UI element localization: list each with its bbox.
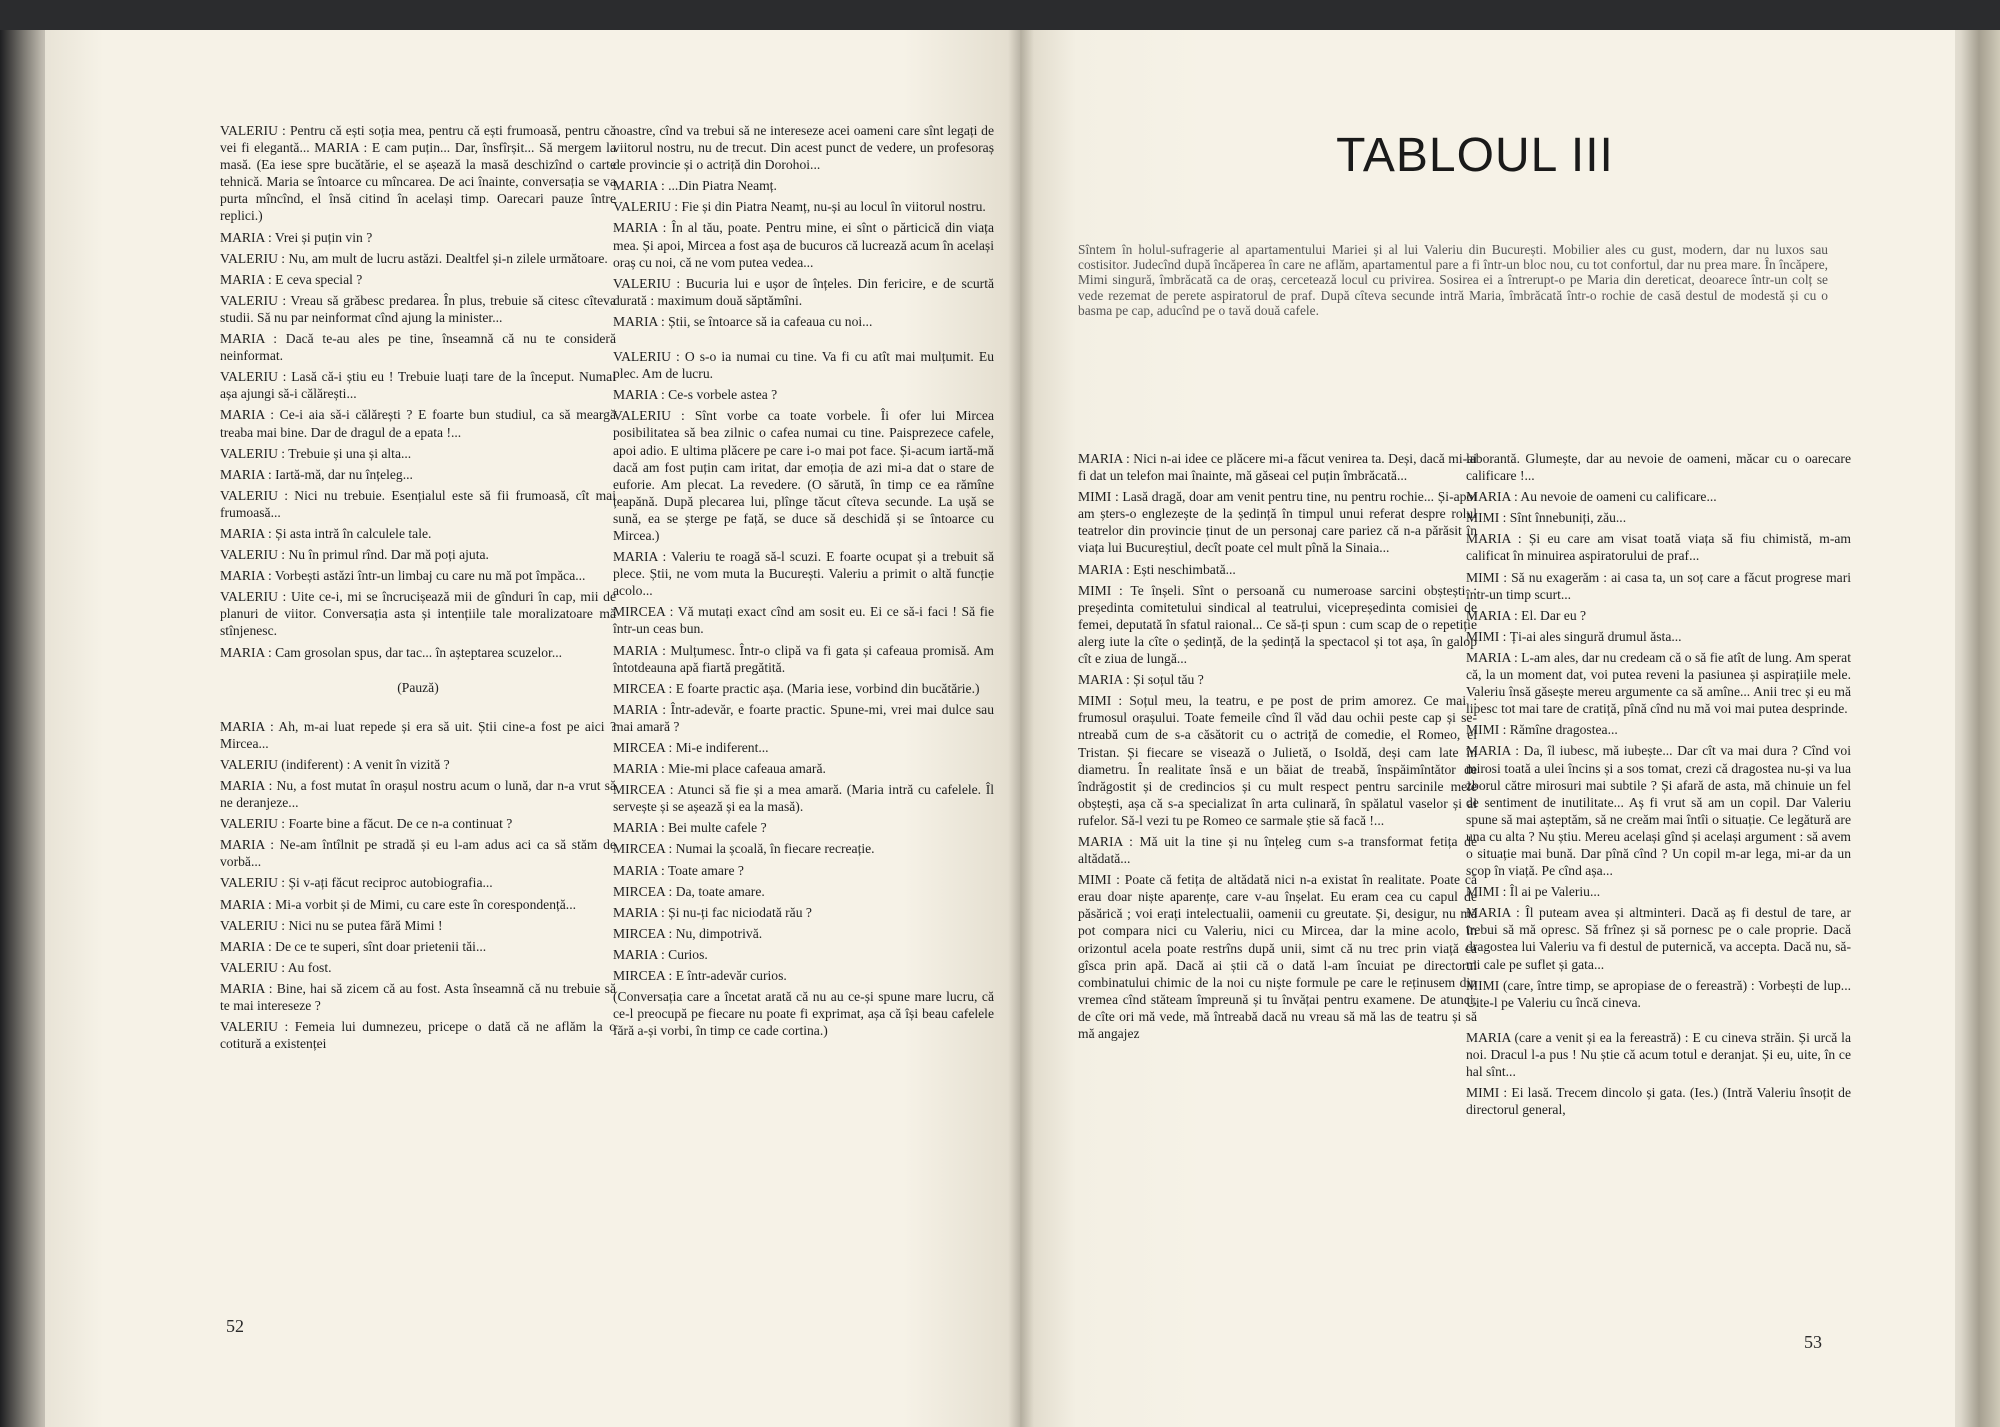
dialogue-line: MARIA : Ce-s vorbele astea ? — [613, 387, 778, 403]
page-number-right: 53 — [1804, 1332, 1822, 1352]
right-page-column-1 — [1078, 450, 1477, 1042]
dialogue-line: MIRCEA : Mi-e indiferent... — [613, 740, 769, 755]
dialogue-line: VALERIU : Și v-ați făcut reciproc autobiografia... — [220, 875, 493, 891]
act-title: TABLOUL III — [1336, 129, 1614, 182]
dialogue-line: VALERIU : Trebuie și una și alta... — [220, 445, 412, 461]
dialogue-line: MIMI : Ei lasă. Trecem dincolo și gata. (Ies.) (Intră Valeriu însoțit de directorul general, — [1466, 1085, 1851, 1118]
right-page — [1020, 30, 1955, 1427]
dialogue-line: MARIA : Îl puteam avea și altminteri. Dacă aș fi destul de tare, ar trebui să mă opresc. Să frînez și să pornesc pe o cale proprie. Dacă dragostea lui Valeriu va fi destul de puternică, va accepta. Dacă nu, să-mi cale pe suflet și gata... — [1466, 905, 1851, 972]
dialogue-line: MARIA : Mie-mi place cafeaua amară. — [613, 761, 826, 777]
dialogue-line: VALERIU : Uite ce-i, mi se încrucișează mii de gînduri în cap, mii de planuri de viitor. Conversația asta și intențiile tale moralizatoare mă stînjenesc. — [220, 589, 616, 639]
dialogue-line: MARIA : Curios. — [613, 946, 708, 962]
dialogue-line: MIRCEA : Atunci să fie și a mea amară. (Maria intră cu cafelele. Îl servește și se așează și ea la masă). — [613, 782, 994, 815]
dialogue-line: MARIA : Bei multe cafele ? — [613, 820, 767, 836]
dialogue-line: MARIA : Ești neschimbată... — [1078, 561, 1236, 577]
dialogue-line: MARIA : Și soțul tău ? — [1078, 672, 1204, 688]
dialogue-line: MARIA : E ceva special ? — [220, 271, 363, 287]
dialogue-line: VALERIU : Foarte bine a făcut. De ce n-a continuat ? — [220, 816, 513, 832]
dialogue-line: VALERIU : Lasă că-i știu eu ! Trebuie luați tare de la început. Numai așa ajungi să-i călărești... — [220, 369, 616, 402]
dialogue-line: VALERIU : Pentru că ești soția mea, pentru că ești frumoasă, pentru că vei fi elegantă... MARIA : E cam puțin... Dar, însfîrșit... Să mergem la masă. (Ea iese spre bucătărie, el se așează la masă deschizînd o carte tehnică. Maria se întoarce cu mîncarea. De aci înainte, conversația se va purta mîncînd, el însă citind în același timp. Oarecari pauze între replici.) — [220, 123, 616, 224]
dialogue-line: MIMI : Sînt înnebuniți, zău... — [1466, 510, 1627, 526]
dialogue-line: MARIA : Nici n-ai idee ce plăcere mi-a făcut venirea ta. Deși, dacă mi-ai fi dat un telefon mai înainte, mă găseai cel puțin îmbrăcată... — [1078, 451, 1477, 484]
dialogue-line: VALERIU : Au fost. — [220, 959, 332, 975]
dialogue-line: MARIA : Cam grosolan spus, dar tac... în așteptarea scuzelor... — [220, 644, 563, 660]
dialogue-line: VALERIU : Nici nu trebuie. Esențialul este să fii frumoasă, cît mai frumoasă... — [220, 487, 616, 520]
dialogue-line: MARIA : Da, îl iubesc, mă iubește... Dar cît va mai dura ? Cînd voi mirosi toată a ulei încins și a sos tomat, crezi că dragostea nu-și va lua zborul către mirosuri mai subtile ? Și afară de asta, mă chinuie un fel de sentiment de inutilitate... Aș fi vrut să am un copil. Dar Valeriu spune să mai așteptăm, să ne creăm mai întîi o situație. Ce legătură are una cu alta ? Nu știu. Mereu același gînd și același argument : să avem o situație mai bună. Dar pînă cînd ? Un copil m-ar lega, mi-ar da un scop în viață. Pe cînd așa... — [1466, 743, 1851, 879]
dialogue-line: MARIA : Ce-i aia să-i călărești ? E foarte bun studiul, ca să meargă treaba mai bine. Dar de dragul de a epata !... — [220, 407, 616, 440]
dialogue-line: MIRCEA : Da, toate amare. — [613, 883, 765, 899]
dialogue-line: VALERIU : Nu, am mult de lucru astăzi. Dealtfel și-n zilele următoare. — [220, 250, 608, 266]
dialogue-line: MARIA : Ne-am întîlnit pe stradă și eu l-am adus aci ca să stăm de vorbă... — [220, 837, 616, 870]
dialogue-line: MARIA : Și asta intră în calculele tale. — [220, 525, 432, 541]
dialogue-line: MARIA : Dacă te-au ales pe tine, înseamnă că nu te consideră neinformat. — [220, 331, 616, 364]
dialogue-line: VALERIU : Bucuria lui e ușor de înțeles. Din fericire, e de scurtă durată : maximum două săptămîni. — [613, 275, 994, 308]
dialogue-line: MARIA : Și eu care am visat toată viața să fiu chimistă, m-am calificat în minuirea aspiratorului de praf... — [1466, 531, 1851, 564]
dialogue-line: MARIA : Vrei și puțin vin ? — [220, 229, 373, 245]
dialogue-line: MARIA (care a venit și ea la fereastră) : E cu cineva străin. Și urcă la noi. Dracul l-a pus ! Nu știe că acum totul e deranjat. Și eu, uite, în ce hal sînt... — [1466, 1029, 1851, 1079]
dialogue-line: MIRCEA : E într-adevăr curios. — [613, 968, 787, 984]
dialogue-line: MARIA : Ah, m-ai luat repede și era să uit. Știi cine-a fost pe aici ? Mircea... — [220, 718, 616, 751]
dialogue-line: VALERIU (indiferent) : A venit în vizită ? — [220, 756, 450, 772]
dialogue-line: noastre, cînd va trebui să ne intereseze acei oameni care sînt legați de viitorul nostru, nu de trecut. Din acest punct de vedere, un profesoraș de provincie și o actriță din Dorohoi... — [613, 123, 994, 173]
dialogue-line: VALERIU : Femeia lui dumnezeu, pricepe o dată că ne aflăm la o cotitură a existenței — [220, 1019, 616, 1052]
dialogue-line: VALERIU : Nu în primul rînd. Dar mă poți ajuta. — [220, 547, 489, 563]
dialogue-line: MARIA : El. Dar eu ? — [1466, 607, 1587, 623]
right-page-column-2 — [1466, 450, 1851, 1118]
dialogue-line: MIMI : Ți-ai ales singură drumul ăsta... — [1466, 628, 1682, 644]
dialogue-line: VALERIU : Nici nu se putea fără Mimi ! — [220, 917, 443, 933]
book-gutter — [1008, 30, 1034, 1427]
dialogue-line: MIRCEA : E foarte practic așa. (Maria iese, vorbind din bucătărie.) — [613, 680, 980, 696]
dialogue-line: MIMI : Poate că fetița de altădată nici n-a existat în realitate. Poate că erau doar niște aparențe, care v-au înșelat. Eu eram cea cu capul de păsărică ; voi erați intelectualii, oamenii cu greutate. Și, desigur, nu mă pot compara nici cu Valeriu, nici cu Mircea, dar la mine acolo, în orizontul acela poate restrîns după unii, simt că nu trec prin viață ca gîsca prin apă. Dacă ai știi că o dată l-am încuiat pe directorul combinatului chimic de la noi cu niște formule pe care le reținusem din vremea cînd stăteam împreună și tu învățai pentru examene. De atunci, de cîte ori mă vede, mă întreabă dacă nu vreau să mă las de teatru și să mă angajez — [1078, 872, 1477, 1041]
dialogue-line: MARIA : În al tău, poate. Pentru mine, ei sînt o părticică din viața mea. Și apoi, Mircea a fost așa de bucuros că lucrează acum în același oraș cu noi, că ne vom putea vedea... — [613, 220, 994, 270]
dialogue-line: MARIA : Mi-a vorbit și de Mimi, cu care este în corespondență... — [220, 896, 576, 912]
dialogue-line: laborantă. Glumește, dar au nevoie de oameni, măcar cu o oarecare calificare !... — [1466, 451, 1851, 484]
dialogue-line: MIMI : Soțul meu, la teatru, e pe post de prim amorez. Ce mai : frumosul orașului. Toate femeile cînd îl văd dau ochii peste cap și se-ntreabă cum de s-a căsătorit cu o actriță de comedie, el Romeo, el Tristan. Și fiecare se visează o Julietă, o Isoldă, deși cam late în diametru. În realitate însă e un băiat de treabă, înspăimîntător de îndrăgostit și de credincios și cu mult respect pentru sarcinile mele obștești, așa că s-a specializat în arta culinară, în spălatul vaselor și al rufelor. Să-l vezi tu pe Romeo ce sarmale știe să facă !... — [1078, 693, 1477, 828]
dialogue-line: MIMI : Te înșeli. Sînt o persoană cu numeroase sarcini obștești : președinta comitetului sindical al teatrului, vicepreședinta comisiei de femei, deputată în sfatul raional... Ce să-ți spun : cum scap de o repetiție alerg iute la cîte o ședință, de la ședință la spectacol și tot așa, în galop cît e ziua de lungă... — [1078, 582, 1477, 667]
left-page-column-1 — [220, 122, 616, 1052]
dialogue-line: (Conversația care a încetat arată că nu au ce-și spune mare lucru, că ce-l preocupă pe fiecare nu poate fi exprimat, așa că își beau cafelele fără a-și vorbi, în timp ce cade cortina.) — [613, 989, 994, 1039]
dialogue-line: MARIA : Au nevoie de oameni cu calificare... — [1466, 489, 1717, 505]
dialogue-line: VALERIU : O s-o ia numai cu tine. Va fi cu atît mai mulțumit. Eu plec. Am de lucru. — [613, 349, 994, 382]
dialogue-line: MARIA : Nu, a fost mutat în orașul nostru acum o lună, dar n-a vrut să ne deranjeze... — [220, 778, 616, 811]
dialogue-line: MIMI : Îl ai pe Valeriu... — [1466, 884, 1601, 900]
dialogue-line: MARIA : ...Din Piatra Neamț. — [613, 178, 777, 194]
dialogue-line: MARIA : Valeriu te roagă să-l scuzi. E foarte ocupat și a trebuit să plece. Știi, ne vom muta la București. Valeriu a primit o altă funcție acolo... — [613, 549, 994, 599]
dialogue-line: MARIA : Într-adevăr, e foarte practic. Spune-mi, vrei mai dulce sau mai amară ? — [613, 701, 994, 734]
dialogue-line: MARIA : Mă uit la tine și nu înțeleg cum s-a transformat fetița de altădată... — [1078, 833, 1477, 867]
dialogue-line: MIMI : Să nu exagerăm : ai casa ta, un soț care a făcut progrese mari într-un timp scurt... — [1466, 569, 1851, 602]
left-page — [45, 30, 1020, 1427]
dialogue-line: MARIA : Toate amare ? — [613, 862, 744, 878]
dialogue-line: VALERIU : Vreau să grăbesc predarea. În plus, trebuie să citesc cîteva studii. Să nu par neinformat cînd ajung la minister... — [220, 292, 616, 325]
dialogue-line: MARIA : De ce te superi, sînt doar prietenii tăi... — [220, 938, 487, 954]
dialogue-line: VALERIU : Fie și din Piatra Neamț, nu-și au locul în viitorul nostru. — [613, 199, 986, 215]
dialogue-line: (Pauză) — [397, 679, 439, 695]
dialogue-line: VALERIU : Sînt vorbe ca toate vorbele. Îi ofer lui Mircea posibilitatea să bea zilnic o cafea numai cu tine. Paisprezece cafele, apoi adio. E ultima plăcere pe care i-o mai pot face. Și-acum iartă-mă dacă am fost puțin cam iritat, dar emoția de azi mi-a dat o stare de euforie. Am plecat. La revedere. (O sărută, în timp ce ea rămîne țeapănă. După plecarea lui, plînge tăcut cîteva secunde. La ușă se sună, ea se șterge pe față, se duce să deschidă și se întoarce cu Mircea.) — [613, 408, 994, 543]
page-number-left: 52 — [226, 1316, 244, 1336]
dialogue-line: MARIA : L-am ales, dar nu credeam că o să fie atît de lung. Am sperat că, la un moment dat, voi putea reveni la pasiunea și aspirațiile mele. Valeriu însă găsește mereu argumente ca să amîne... Anii trec și eu mă lipesc tot mai tare de cratiță, pînă cînd nu mă voi mai putea desprinde. — [1466, 649, 1851, 717]
dialogue-line: MARIA : Și nu-ți fac niciodată rău ? — [613, 904, 812, 920]
dialogue-line: MIRCEA : Numai la școală, în fiecare recreație. — [613, 841, 875, 857]
dialogue-line: MARIA : Vorbești astăzi într-un limbaj cu care nu mă pot împăca... — [220, 568, 586, 584]
dialogue-line: MIRCEA : Nu, dimpotrivă. — [613, 925, 763, 941]
dialogue-line: MARIA : Bine, hai să zicem că au fost. Asta înseamnă că nu trebuie să te mai intereseze ? — [220, 980, 616, 1014]
dialogue-line: MARIA : Mulțumesc. Într-o clipă va fi gata și cafeaua promisă. Am întotdeauna apă fiartă pregătită. — [613, 642, 994, 675]
dialogue-line: MIMI : Rămîne dragostea... — [1466, 722, 1618, 738]
dialogue-line: MIMI : Lasă dragă, doar am venit pentru tine, nu pentru rochie... Și-apoi am șters-o englezește de la ședință în timpul unui referat despre rolul teatrelor din provincie ținut de un personaj care pariez că n-a părăsit în viața lui Bucureștiul, decît poate cel mult pînă la Sinaia... — [1078, 489, 1477, 556]
dialogue-line: MIMI (care, între timp, se apropiase de o fereastră) : Vorbești de lup... Uite-l pe Valeriu cu încă cineva. — [1466, 977, 1851, 1010]
dialogue-line: MARIA : Știi, se întoarce să ia cafeaua cu noi... — [613, 313, 873, 329]
stage-directions-intro: Sîntem în holul-sufragerie al apartamentului Mariei și al lui Valeriu din București. Mobilier ales cu gust, modern, dar nu luxos sau costisitor. Judecînd după încăperea în care ne aflăm, apartamentul pare a fi într-un bloc nou, cu tot confortul, dar nu prea mare. În încăpere, Mimi singură, îmbrăcată ca de oraș, cercetează locul cu privirea. Sosirea ei a întrerupt-o pe Maria din dereticat, deoarece într-un colț se vede rezemat de perete aspiratorul de praf. După cîteva secunde intră Maria, îmbrăcată într-o rochie de casă destul de modestă și cu o basma pe cap, aducînd pe o tavă două cafele. — [1078, 242, 1828, 318]
dialogue-line: MIRCEA : Vă mutați exact cînd am sosit eu. Ei ce să-i faci ! Să fie într-un ceas bun. — [613, 604, 994, 637]
dialogue-line: MARIA : Iartă-mă, dar nu înțeleg... — [220, 466, 413, 482]
left-page-column-2 — [613, 122, 994, 1039]
